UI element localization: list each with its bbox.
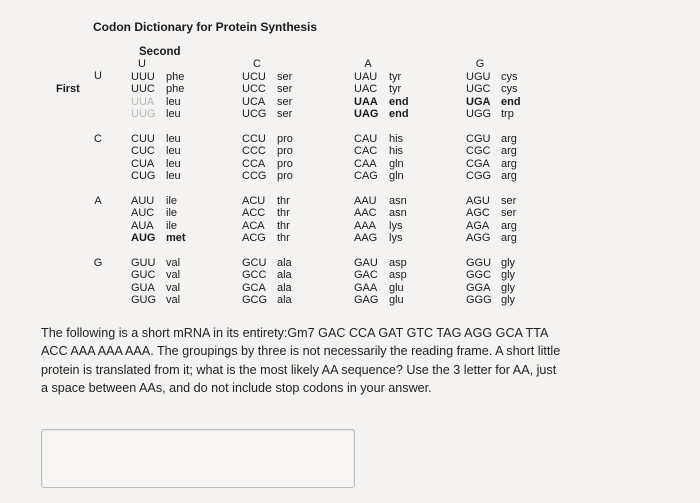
amino-acid: gln [389, 169, 404, 182]
amino-acid: cys [501, 71, 518, 83]
codon: UUG [131, 107, 156, 120]
codon: CCA [242, 157, 266, 170]
codon: UUA [131, 95, 155, 108]
amino-acid: ala [277, 293, 292, 306]
amino-acid: asp [389, 269, 407, 282]
codon: CGC [466, 145, 491, 158]
codon: ACA [242, 219, 265, 232]
codon: AAA [354, 219, 377, 232]
codon: GUC [131, 269, 156, 282]
codon: CCC [242, 145, 266, 158]
amino-acid: ala [277, 281, 292, 294]
codon: UCG [242, 107, 267, 120]
column-header-g: G [475, 58, 485, 70]
amino-acid: arg [501, 157, 517, 170]
codon: UUC [131, 83, 155, 96]
amino-acid: gly [501, 293, 516, 306]
amino-acid: gly [501, 281, 516, 294]
row-header-c: C [94, 133, 102, 145]
column-header-c: C [253, 58, 261, 70]
codon: AAC [354, 207, 377, 220]
amino-acid: asn [389, 195, 407, 207]
codon: GGA [466, 281, 491, 294]
codon: CGA [466, 157, 490, 170]
codon: UAA [354, 95, 378, 108]
amino-acid: end [389, 95, 409, 108]
amino-acid: thr [277, 219, 290, 232]
codon: CAG [354, 169, 378, 182]
codon: CGU [466, 133, 491, 145]
codon: AUA [131, 219, 154, 232]
codon: UGC [466, 83, 491, 96]
codon: GAU [354, 257, 378, 269]
codon-cell [354, 71, 409, 120]
codon: GCC [242, 269, 267, 282]
codon: GGG [466, 293, 492, 306]
codon: AUC [131, 207, 155, 220]
codon: AUU [131, 195, 155, 207]
amino-acid: leu [166, 145, 181, 158]
amino-acid: thr [277, 231, 290, 244]
amino-acid: val [166, 257, 181, 269]
codon: UAU [354, 71, 378, 83]
codon-cell [131, 257, 180, 306]
amino-acid: pro [277, 157, 293, 170]
amino-acid: asn [389, 207, 407, 220]
amino-acid: ser [277, 107, 293, 120]
codon: GUG [131, 293, 157, 306]
codon: AAG [354, 231, 378, 244]
dictionary-title: Codon Dictionary for Protein Synthesis [93, 20, 318, 34]
codon: UUU [131, 71, 155, 83]
column-header-u: U [138, 58, 146, 70]
codon: AGC [466, 207, 490, 220]
codon-cell [131, 133, 181, 182]
codon-cell [242, 195, 290, 244]
codon: GUU [131, 257, 156, 269]
codon: GCG [242, 293, 268, 306]
codon: CAC [354, 145, 378, 158]
codon: GCU [242, 257, 267, 269]
codon: UGU [466, 71, 491, 83]
amino-acid: thr [277, 207, 290, 220]
amino-acid: ser [501, 195, 517, 207]
codon: GAA [354, 281, 378, 294]
codon: CUA [131, 157, 155, 170]
codon-cell [466, 71, 521, 120]
amino-acid: pro [277, 145, 293, 158]
amino-acid: ser [277, 71, 293, 83]
amino-acid: tyr [389, 83, 402, 96]
amino-acid: arg [501, 169, 517, 182]
codon: GUA [131, 281, 155, 294]
codon: AGG [466, 231, 491, 244]
codon: CUU [131, 133, 155, 145]
amino-acid: his [389, 145, 404, 158]
amino-acid: end [501, 95, 521, 108]
amino-acid: tyr [389, 71, 402, 83]
codon-cell [466, 257, 515, 306]
amino-acid: leu [166, 95, 181, 108]
codon: UAG [354, 107, 379, 120]
amino-acid: ile [166, 195, 178, 207]
codon: GAC [354, 269, 378, 282]
first-position-label: First [56, 83, 80, 95]
amino-acid: glu [389, 281, 404, 294]
amino-acid: ser [277, 95, 293, 108]
codon-cell [354, 257, 407, 306]
amino-acid: pro [277, 133, 293, 145]
row-header-g: G [93, 257, 103, 269]
amino-acid: lys [389, 219, 403, 232]
codon: UAC [354, 83, 378, 96]
amino-acid: arg [501, 219, 517, 232]
amino-acid: leu [166, 107, 181, 120]
amino-acid: asp [389, 257, 407, 269]
amino-acid: pro [277, 169, 293, 182]
amino-acid: lys [389, 231, 403, 244]
amino-acid: met [166, 231, 186, 244]
codon: UGA [466, 95, 491, 108]
codon: AGU [466, 195, 490, 207]
row-header-u: U [94, 70, 102, 82]
amino-acid: ala [277, 269, 292, 282]
codon: CAA [354, 157, 377, 170]
amino-acid: arg [501, 133, 517, 145]
amino-acid: thr [277, 195, 290, 207]
second-position-label: Second [139, 46, 181, 58]
amino-acid: his [389, 133, 404, 145]
codon: CGG [466, 169, 492, 182]
codon-cell [242, 71, 292, 120]
codon: UCU [242, 71, 266, 83]
amino-acid: leu [166, 169, 181, 182]
row-header-a: A [94, 195, 102, 207]
amino-acid: ile [166, 207, 178, 220]
amino-acid: ser [501, 207, 517, 220]
codon: CUC [131, 145, 155, 158]
amino-acid: leu [166, 133, 181, 145]
codon: ACU [242, 195, 266, 207]
codon: CUG [131, 169, 156, 182]
amino-acid: cys [501, 83, 518, 96]
codon: GAG [354, 293, 379, 306]
codon-cell [131, 71, 184, 120]
amino-acid: val [166, 293, 181, 306]
amino-acid: val [166, 269, 181, 282]
amino-acid: arg [501, 145, 517, 158]
codon-cell [131, 195, 186, 244]
amino-acid: end [389, 107, 409, 120]
amino-acid: gly [501, 257, 516, 269]
codon-cell [354, 195, 407, 244]
codon-cell [242, 257, 292, 306]
amino-acid: phe [166, 71, 185, 83]
codon-cell [466, 195, 517, 244]
codon: GCA [242, 281, 266, 294]
codon: CAU [354, 133, 378, 145]
amino-acid: gln [389, 157, 404, 170]
codon: GGU [466, 257, 492, 269]
answer-input-box[interactable] [41, 429, 355, 488]
codon: CCU [242, 133, 266, 145]
amino-acid: leu [166, 157, 181, 170]
codon-cell [466, 133, 517, 182]
codon: UCA [242, 95, 266, 108]
codon-cell [354, 133, 404, 182]
amino-acid: gly [501, 269, 516, 282]
amino-acid: arg [501, 231, 517, 244]
codon: UCC [242, 83, 266, 96]
amino-acid: ala [277, 257, 292, 269]
codon-cell [242, 133, 293, 182]
codon: AGA [466, 219, 490, 232]
codon: AAU [354, 195, 377, 207]
amino-acid: phe [166, 83, 185, 96]
amino-acid: ser [277, 83, 293, 96]
amino-acid: glu [389, 293, 404, 306]
question-text: The following is a short mRNA in its entirety:Gm7 GAC CCA GAT GTC TAG AGG GCA TTA ACC AAA AAA AAA. The groupings by three is not necessarily the reading frame. A short little protein is translated from it; what is the most likely AA sequence? Use the 3 letter for AA, just a space between AAs, and do not include stop codons in your answer. [41, 326, 561, 395]
codon: AUG [131, 231, 156, 244]
column-header-a: A [364, 58, 372, 70]
amino-acid: val [166, 281, 181, 294]
codon: ACG [242, 231, 266, 244]
amino-acid: ile [166, 219, 178, 232]
codon: CCG [242, 169, 267, 182]
codon: GGC [466, 269, 492, 282]
codon: UGG [466, 107, 492, 120]
codon: ACC [242, 207, 266, 220]
amino-acid: trp [501, 107, 514, 120]
